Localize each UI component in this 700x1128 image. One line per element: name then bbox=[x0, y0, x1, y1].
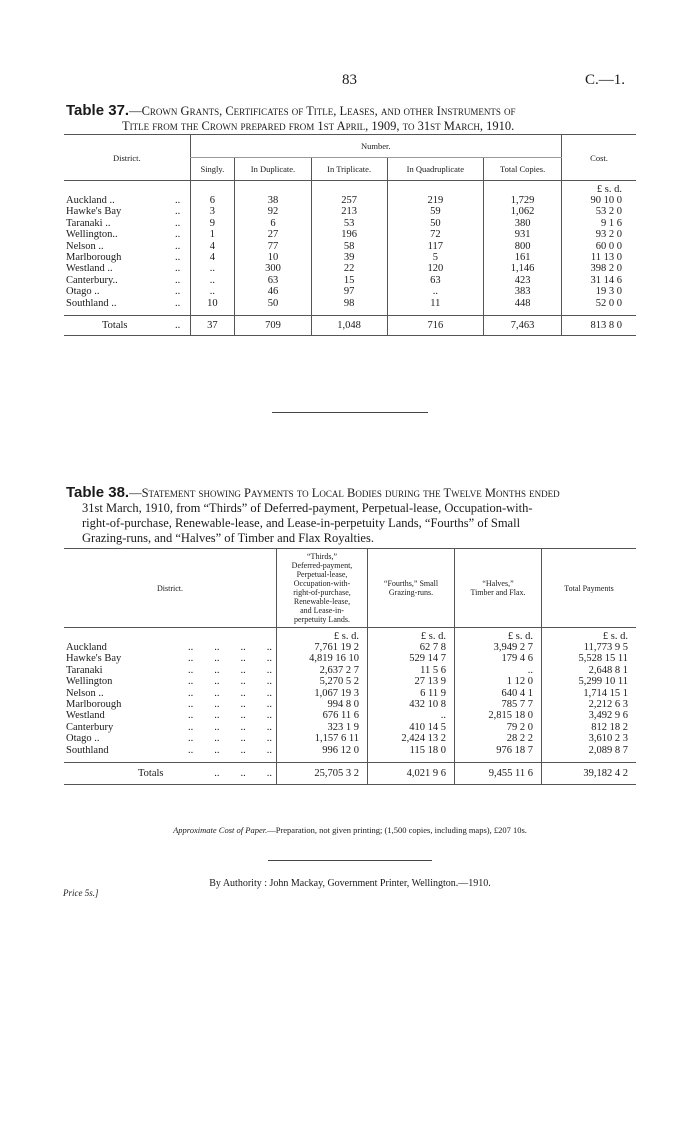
t38-row bbox=[64, 653, 636, 664]
t38-cell-dots: .. .. .. .. bbox=[188, 744, 272, 756]
t37-cell-duplicate: 92 bbox=[235, 206, 312, 217]
t38-cell-halves: 2,815 18 0 bbox=[455, 710, 542, 721]
t37-cell-singly: 6 bbox=[190, 195, 235, 206]
table37-number: Table 37. bbox=[66, 102, 130, 119]
t37-cell-cost: 90 10 0 bbox=[562, 195, 636, 206]
t38-header-thirds bbox=[277, 549, 368, 628]
t37-cell-total-copies: 423 bbox=[484, 275, 562, 286]
t37-cell-quadruplicate: 117 bbox=[387, 241, 484, 252]
table38-title-line2: 31st March, 1910, from “Thirds” of Deferred-payment, Perpetual-lease, Occupation-with- bbox=[82, 501, 533, 515]
t37-cell-cost: 52 0 0 bbox=[562, 298, 636, 309]
t37-row bbox=[64, 263, 636, 274]
t38-cell-thirds: 5,270 5 2 bbox=[277, 676, 368, 687]
cost-of-paper-label: Approximate Cost of Paper. bbox=[173, 825, 268, 835]
t37-totals-singly: 37 bbox=[190, 316, 235, 336]
t37-cell-dots: .. bbox=[174, 274, 181, 286]
t37-cell-quadruplicate: 59 bbox=[387, 206, 484, 217]
t37-header-cost: Cost. bbox=[562, 135, 636, 181]
t37-cell-singly: 10 bbox=[190, 298, 235, 309]
t38-cell-total: 5,528 15 11 bbox=[542, 653, 637, 664]
table38-number: Table 38. bbox=[66, 484, 130, 501]
t38-cell-district: Auckland bbox=[66, 642, 107, 653]
t37-cell-singly: 4 bbox=[190, 252, 235, 263]
t37-cell-triplicate: 53 bbox=[311, 218, 387, 229]
t38-cell-district: Wellington bbox=[66, 676, 113, 688]
t38-cell-thirds: 323 1 9 bbox=[277, 722, 368, 733]
t37-cell-district: Westland .. bbox=[66, 263, 113, 275]
t38-header-thirds-l4: Occupation-with- bbox=[293, 579, 351, 588]
t38-cell-dots: .. .. .. .. bbox=[188, 664, 272, 676]
t37-header-district: District. bbox=[64, 135, 190, 181]
t37-cell-total-copies: 448 bbox=[484, 298, 562, 309]
t38-cell-total: 812 18 2 bbox=[542, 722, 637, 733]
t38-totals-fourths: 4,021 9 6 bbox=[368, 763, 455, 785]
t37-header-singly: Singly. bbox=[190, 158, 235, 181]
t37-cell-dots: .. bbox=[174, 240, 181, 252]
t37-cell-cost: 398 2 0 bbox=[562, 263, 636, 274]
t38-cell-halves: 28 2 2 bbox=[455, 733, 542, 744]
t38-header-fourths-l1: “Fourths,” Small bbox=[383, 579, 439, 588]
t38-header-thirds-l5: right-of-purchase, bbox=[293, 588, 351, 597]
t38-cell-fourths: 62 7 8 bbox=[368, 642, 455, 653]
t37-cell-triplicate: 257 bbox=[311, 195, 387, 206]
t37-cell-total-copies: 1,062 bbox=[484, 206, 562, 217]
t37-cell-quadruplicate: 11 bbox=[387, 298, 484, 309]
t37-cell-district: Nelson .. bbox=[66, 240, 104, 252]
t38-cell-halves: 785 7 7 bbox=[455, 699, 542, 710]
t38-cell-total: 5,299 10 11 bbox=[542, 676, 637, 687]
t38-header-thirds-l2: Deferred-payment, bbox=[291, 561, 353, 570]
t37-cell-total-copies: 931 bbox=[484, 229, 562, 240]
t38-row bbox=[64, 745, 636, 756]
t37-cell-quadruplicate: 63 bbox=[387, 275, 484, 286]
t38-totals-label: Totals bbox=[64, 763, 176, 785]
t38-units-total: £ s. d. bbox=[542, 628, 637, 643]
t37-cell-dots: .. bbox=[174, 217, 181, 229]
t37-header-duplicate: In Duplicate. bbox=[235, 158, 312, 181]
t37-totals-cost: 813 8 0 bbox=[562, 316, 636, 336]
t38-cell-dots: .. .. .. .. bbox=[188, 721, 272, 733]
t38-cell-dots: .. .. .. .. bbox=[188, 687, 272, 699]
t38-cell-total: 3,610 2 3 bbox=[542, 733, 637, 744]
t37-cell-singly: .. bbox=[190, 263, 235, 274]
t38-cell-halves: 1 12 0 bbox=[455, 676, 542, 687]
t37-header-triplicate: In Triplicate. bbox=[311, 158, 387, 181]
t38-cell-total: 2,212 6 3 bbox=[542, 699, 637, 710]
t37-cell-cost: 93 2 0 bbox=[562, 229, 636, 240]
t38-row bbox=[64, 710, 636, 721]
t37-totals-total-copies: 7,463 bbox=[484, 316, 562, 336]
t38-cell-fourths: .. bbox=[368, 710, 455, 721]
t37-cell-quadruplicate: .. bbox=[387, 286, 484, 297]
t37-cell-duplicate: 27 bbox=[235, 229, 312, 240]
t37-cell-dots: .. bbox=[174, 286, 181, 298]
t37-cell-triplicate: 196 bbox=[311, 229, 387, 240]
t38-cell-dots: .. .. .. .. bbox=[188, 710, 272, 722]
t38-cell-thirds: 1,157 6 11 bbox=[277, 733, 368, 744]
t37-cell-total-copies: 1,146 bbox=[484, 263, 562, 274]
t38-header-thirds-l3: Perpetual-lease, bbox=[296, 570, 348, 579]
t38-cell-district: Southland bbox=[66, 744, 109, 756]
t38-row bbox=[64, 665, 636, 676]
t38-cell-fourths: 432 10 8 bbox=[368, 699, 455, 710]
t37-cell-quadruplicate: 120 bbox=[387, 263, 484, 274]
t37-cell-duplicate: 6 bbox=[235, 218, 312, 229]
t37-cell-total-copies: 800 bbox=[484, 241, 562, 252]
t38-cell-dots: .. .. .. .. bbox=[188, 676, 272, 688]
t37-cell-dots: .. bbox=[174, 229, 181, 241]
t37-cell-district: Canterbury.. bbox=[66, 274, 118, 286]
t37-cell-quadruplicate: 219 bbox=[387, 195, 484, 206]
t38-cell-district: Westland bbox=[66, 710, 105, 722]
t37-cell-triplicate: 58 bbox=[311, 241, 387, 252]
t37-cost-units: £ s. d. bbox=[562, 181, 636, 196]
t37-cell-singly: .. bbox=[190, 275, 235, 286]
t37-row bbox=[64, 252, 636, 263]
table38-title-line1: —Statement showing Payments to Local Bodies during the Twelve Months ended bbox=[129, 486, 560, 500]
t38-header-fourths-l2: Grazing-runs. bbox=[388, 588, 434, 597]
t37-cell-singly: 1 bbox=[190, 229, 235, 240]
t38-totals-row bbox=[64, 763, 636, 785]
t38-totals-thirds: 25,705 3 2 bbox=[277, 763, 368, 785]
t38-units-thirds: £ s. d. bbox=[277, 628, 368, 643]
t38-row bbox=[64, 722, 636, 733]
t37-row bbox=[64, 218, 636, 229]
t38-cell-fourths: 529 14 7 bbox=[368, 653, 455, 664]
t37-header-total-copies: Total Copies. bbox=[484, 158, 562, 181]
t38-cell-halves: 976 18 7 bbox=[455, 745, 542, 756]
t38-totals-dots: .. .. .. bbox=[176, 763, 276, 785]
t38-row bbox=[64, 642, 636, 653]
t38-cell-dots: .. .. .. .. bbox=[188, 653, 272, 665]
table38-title-line4: Grazing-runs, and “Halves” of Timber and Flax Royalties. bbox=[82, 531, 374, 545]
table37-title bbox=[66, 103, 638, 134]
t37-cell-dots: .. bbox=[174, 263, 181, 275]
t37-cell-quadruplicate: 5 bbox=[387, 252, 484, 263]
t38-cell-halves: 640 4 1 bbox=[455, 688, 542, 699]
t38-cell-dots: .. .. .. .. bbox=[188, 699, 272, 711]
t37-cell-district: Southland .. bbox=[66, 297, 117, 309]
t37-cell-triplicate: 98 bbox=[311, 298, 387, 309]
t38-cell-total: 2,089 8 7 bbox=[542, 745, 637, 756]
t37-cell-dots: .. bbox=[174, 252, 181, 264]
t38-cell-district: Otago .. bbox=[66, 733, 100, 745]
t37-totals-triplicate: 1,048 bbox=[311, 316, 387, 336]
t37-cell-duplicate: 300 bbox=[235, 263, 312, 274]
t37-cell-duplicate: 38 bbox=[235, 195, 312, 206]
t37-cell-district: Taranaki .. bbox=[66, 217, 111, 229]
t37-cell-cost: 11 13 0 bbox=[562, 252, 636, 263]
t37-row bbox=[64, 298, 636, 309]
t38-cell-thirds: 996 12 0 bbox=[277, 745, 368, 756]
t37-cell-duplicate: 10 bbox=[235, 252, 312, 263]
t38-cell-district: Canterbury bbox=[66, 721, 114, 733]
t38-cell-halves: 179 4 6 bbox=[455, 653, 542, 664]
t37-header-quadruplicate: In Quadruplicate bbox=[387, 158, 484, 181]
t37-cell-singly: .. bbox=[190, 286, 235, 297]
t37-cell-quadruplicate: 72 bbox=[387, 229, 484, 240]
t37-totals-row bbox=[64, 316, 636, 336]
t37-cell-district: Wellington.. bbox=[66, 229, 118, 241]
t38-header-fourths bbox=[368, 549, 455, 628]
t38-cell-halves: 3,949 2 7 bbox=[455, 642, 542, 653]
t37-cell-triplicate: 22 bbox=[311, 263, 387, 274]
t38-header-thirds-l7: and Lease-in- bbox=[300, 606, 344, 615]
table38-title-line3: right-of-purchase, Renewable-lease, and Lease-in-perpetuity Lands, “Fourths” of Small bbox=[82, 516, 521, 530]
t37-cell-district: Otago .. bbox=[66, 286, 100, 298]
t37-cell-cost: 19 3 0 bbox=[562, 286, 636, 297]
t38-units-fourths: £ s. d. bbox=[368, 628, 455, 643]
t38-cell-total: 3,492 9 6 bbox=[542, 710, 637, 721]
t37-row bbox=[64, 229, 636, 240]
t38-cell-district: Taranaki bbox=[66, 664, 103, 676]
t37-cell-singly: 3 bbox=[190, 206, 235, 217]
cost-of-paper-note bbox=[0, 825, 700, 835]
t38-cell-thirds: 994 8 0 bbox=[277, 699, 368, 710]
t38-cell-district: Nelson .. bbox=[66, 687, 104, 699]
t38-cell-thirds: 1,067 19 3 bbox=[277, 688, 368, 699]
t38-totals-halves: 9,455 11 6 bbox=[455, 763, 542, 785]
t38-header-halves-l1: “Halves,” bbox=[482, 579, 514, 588]
t37-cell-dots: .. bbox=[174, 297, 181, 309]
table37 bbox=[64, 134, 636, 336]
t37-cell-total-copies: 380 bbox=[484, 218, 562, 229]
t38-cell-fourths: 2,424 13 2 bbox=[368, 733, 455, 744]
t38-cell-halves: 79 2 0 bbox=[455, 722, 542, 733]
t37-cell-total-copies: 161 bbox=[484, 252, 562, 263]
t38-header-thirds-l6: Renewable-lease, bbox=[293, 597, 351, 606]
t37-cell-cost: 60 0 0 bbox=[562, 241, 636, 252]
t37-totals-label: Totals bbox=[64, 316, 166, 336]
t38-cell-dots: .. .. .. .. bbox=[188, 642, 272, 653]
t38-cell-thirds: 4,819 16 10 bbox=[277, 653, 368, 664]
t38-row bbox=[64, 699, 636, 710]
t37-cell-duplicate: 63 bbox=[235, 275, 312, 286]
t38-row bbox=[64, 733, 636, 744]
section-divider bbox=[272, 412, 428, 413]
t37-row bbox=[64, 275, 636, 286]
t37-header-number: Number. bbox=[190, 135, 561, 158]
t37-cell-cost: 9 1 6 bbox=[562, 218, 636, 229]
t38-row bbox=[64, 676, 636, 687]
t38-header-halves-l2: Timber and Flax. bbox=[470, 588, 526, 597]
t37-cell-duplicate: 77 bbox=[235, 241, 312, 252]
t37-cell-duplicate: 50 bbox=[235, 298, 312, 309]
t37-row bbox=[64, 241, 636, 252]
t38-cell-thirds: 2,637 2 7 bbox=[277, 665, 368, 676]
t37-cell-dots: .. bbox=[174, 195, 181, 206]
t38-cell-fourths: 410 14 5 bbox=[368, 722, 455, 733]
t37-cell-duplicate: 46 bbox=[235, 286, 312, 297]
t37-row bbox=[64, 286, 636, 297]
t38-cell-fourths: 6 11 9 bbox=[368, 688, 455, 699]
t38-units-halves: £ s. d. bbox=[455, 628, 542, 643]
table37-title-line1: —Crown Grants, Certificates of Title, Leases, and other Instruments of bbox=[129, 104, 516, 118]
t37-cell-triplicate: 39 bbox=[311, 252, 387, 263]
t38-cell-total: 1,714 15 1 bbox=[542, 688, 637, 699]
t37-cell-district: Marlborough bbox=[66, 252, 122, 264]
t37-totals-duplicate: 709 bbox=[235, 316, 312, 336]
t38-cell-district: Marlborough bbox=[66, 699, 122, 711]
price: Price 5s.] bbox=[63, 888, 99, 898]
table37-title-line2: Title from the Crown prepared from 1st April, 1909, to 31st March, 1910. bbox=[122, 119, 515, 133]
t38-cell-total: 11,773 9 5 bbox=[542, 642, 637, 653]
t38-header-total-payments: Total Payments bbox=[542, 549, 637, 628]
t38-header-district: District. bbox=[64, 549, 277, 628]
t38-cell-district: Hawke's Bay bbox=[66, 653, 122, 665]
t37-cell-total-copies: 1,729 bbox=[484, 195, 562, 206]
table38-title bbox=[66, 485, 638, 546]
t38-cell-halves: .. bbox=[455, 665, 542, 676]
t38-cell-total: 2,648 8 1 bbox=[542, 665, 637, 676]
t38-cell-thirds: 676 11 6 bbox=[277, 710, 368, 721]
t37-totals-dots: .. bbox=[166, 316, 191, 336]
t38-row bbox=[64, 688, 636, 699]
t38-cell-dots: .. .. .. .. bbox=[188, 733, 272, 745]
t38-cell-thirds: 7,761 19 2 bbox=[277, 642, 368, 653]
t37-cell-triplicate: 97 bbox=[311, 286, 387, 297]
t37-cell-triplicate: 15 bbox=[311, 275, 387, 286]
t37-cell-singly: 9 bbox=[190, 218, 235, 229]
t37-cell-district: Auckland .. bbox=[66, 195, 115, 206]
table38 bbox=[64, 548, 636, 785]
t38-header-thirds-l8: perpetuity Lands. bbox=[294, 615, 350, 624]
t38-cell-fourths: 11 5 6 bbox=[368, 665, 455, 676]
cost-of-paper-text: —Preparation, not given printing; (1,500 copies, including maps), £207 10s. bbox=[267, 825, 527, 835]
t37-cell-triplicate: 213 bbox=[311, 206, 387, 217]
footer-divider bbox=[268, 860, 432, 861]
printer-authority: By Authority : John Mackay, Government Printer, Wellington.—1910. bbox=[209, 878, 491, 889]
t38-header-thirds-l1: “Thirds,” bbox=[307, 552, 337, 561]
t38-cell-fourths: 115 18 0 bbox=[368, 745, 455, 756]
t37-row bbox=[64, 206, 636, 217]
t37-cell-singly: 4 bbox=[190, 241, 235, 252]
document-reference: C.—1. bbox=[585, 72, 626, 88]
t38-cell-fourths: 27 13 9 bbox=[368, 676, 455, 687]
t37-totals-quadruplicate: 716 bbox=[387, 316, 484, 336]
t37-cell-cost: 53 2 0 bbox=[562, 206, 636, 217]
t37-cell-cost: 31 14 6 bbox=[562, 275, 636, 286]
t37-cell-total-copies: 383 bbox=[484, 286, 562, 297]
t37-cell-quadruplicate: 50 bbox=[387, 218, 484, 229]
t38-totals-total: 39,182 4 2 bbox=[542, 763, 637, 785]
t37-cell-dots: .. bbox=[174, 206, 181, 218]
t37-row bbox=[64, 195, 636, 206]
t37-cell-district: Hawke's Bay bbox=[66, 206, 122, 218]
page-number: 83 bbox=[342, 72, 357, 88]
t38-header-halves bbox=[455, 549, 542, 628]
